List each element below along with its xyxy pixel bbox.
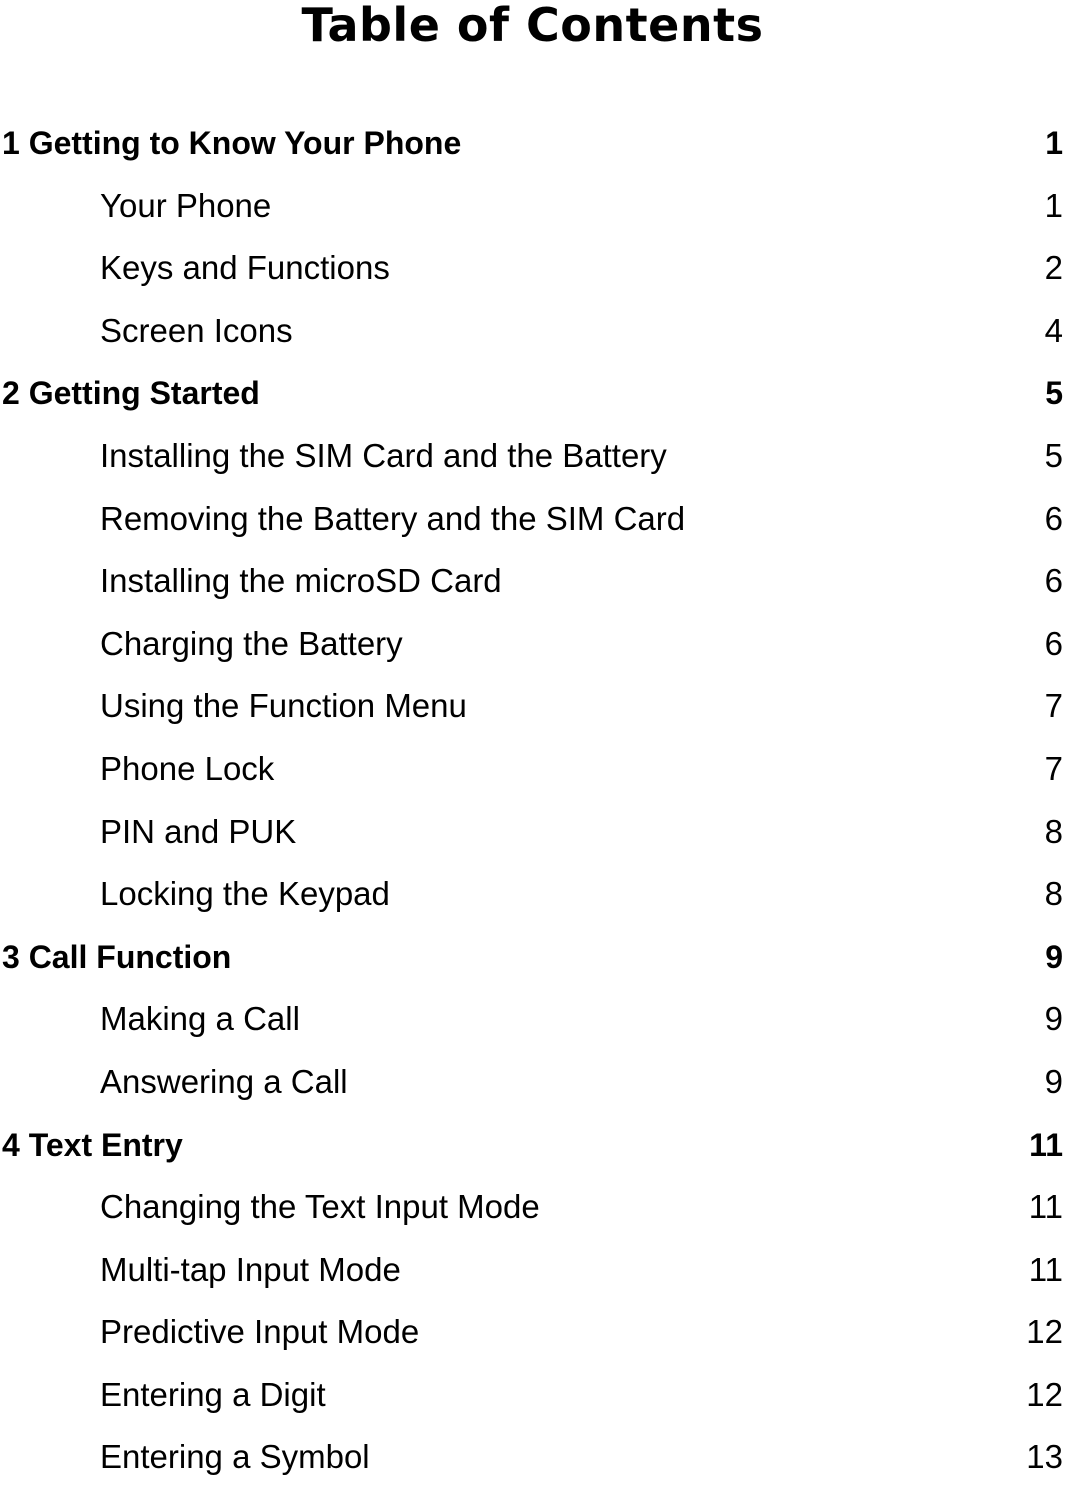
toc-entry-label: Making a Call (100, 1000, 300, 1038)
toc-chapter-text-entry[interactable] (0, 1114, 1065, 1177)
dot-leader (505, 559, 1042, 592)
toc-section-entering-a-digit[interactable] (0, 1364, 1065, 1427)
dot-leader (404, 1248, 1026, 1281)
toc-section-keys-and-functions[interactable] (0, 237, 1065, 300)
toc-section-answering-a-call[interactable] (0, 1051, 1065, 1114)
toc-section-phone-lock[interactable] (0, 738, 1065, 801)
toc-section-removing-battery-and-sim[interactable] (0, 488, 1065, 551)
dot-leader (234, 936, 1042, 968)
toc-page-number: 7 (1044, 749, 1063, 787)
toc-section-locking-keypad[interactable] (0, 863, 1065, 926)
toc-page-number: 9 (1044, 1062, 1063, 1100)
toc-page-number: 2 (1044, 249, 1063, 287)
toc-entry-label: Using the Function Menu (100, 687, 467, 725)
dot-leader (351, 1060, 1042, 1093)
toc-entry-label: Charging the Battery (100, 624, 403, 662)
toc-page-number: 6 (1044, 562, 1063, 600)
toc-section-predictive-input-mode[interactable] (0, 1301, 1065, 1364)
toc-entry-label: 1 Getting to Know Your Phone (2, 125, 462, 161)
toc-entry-label: Phone Lock (100, 749, 275, 787)
toc-page-number: 4 (1044, 311, 1063, 349)
toc-page-number: 12 (1026, 1375, 1063, 1413)
dot-leader (393, 872, 1042, 905)
toc-section-multi-tap-input-mode[interactable] (0, 1239, 1065, 1302)
toc-entry-label: Removing the Battery and the SIM Card (100, 499, 686, 537)
toc-page-number: 7 (1044, 687, 1063, 725)
dot-leader (263, 372, 1042, 404)
dot-leader (329, 1373, 1024, 1406)
toc-entry-label: Predictive Input Mode (100, 1313, 420, 1351)
toc-entry-label: Entering a Symbol (100, 1438, 370, 1476)
toc-page-number: 12 (1026, 1313, 1063, 1351)
dot-leader (670, 434, 1042, 467)
dot-leader (299, 810, 1041, 843)
toc-entry-label: Entering a Digit (100, 1375, 326, 1413)
toc-chapter-getting-to-know-your-phone[interactable] (0, 112, 1065, 175)
toc-entry-label: 4 Text Entry (2, 1126, 183, 1163)
toc-section-pin-and-puk[interactable] (0, 801, 1065, 864)
toc-section-installing-microsd[interactable] (0, 550, 1065, 613)
toc-entry-label: Screen Icons (100, 311, 293, 349)
dot-leader (393, 246, 1042, 279)
toc-page-number: 6 (1044, 624, 1063, 662)
toc-entry-label: 2 Getting Started (2, 375, 260, 412)
toc-page-number: 9 (1045, 938, 1063, 975)
dot-leader (422, 1310, 1023, 1343)
toc-section-using-function-menu[interactable] (0, 675, 1065, 738)
dot-leader (303, 997, 1042, 1030)
toc-section-making-a-call[interactable] (0, 988, 1065, 1051)
toc-entry-label: 3 Call Function (2, 938, 232, 975)
toc-page-number: 1 (1045, 125, 1063, 161)
toc-section-entering-a-symbol[interactable] (0, 1426, 1065, 1489)
toc-page-number: 6 (1044, 499, 1063, 537)
toc-entry-label: Installing the SIM Card and the Battery (100, 436, 667, 474)
dot-leader (688, 497, 1042, 530)
dot-leader (464, 122, 1042, 154)
toc-page-number: 8 (1044, 812, 1063, 850)
toc-entry-label: Keys and Functions (100, 249, 390, 287)
toc-entry-label: PIN and PUK (100, 812, 297, 850)
toc-entry-label: Changing the Text Input Mode (100, 1188, 540, 1226)
dot-leader (274, 184, 1041, 217)
dot-leader (543, 1185, 1026, 1218)
toc-entry-label: Locking the Keypad (100, 875, 390, 913)
toc-section-installing-sim-and-battery[interactable] (0, 425, 1065, 488)
toc-page-number: 5 (1044, 436, 1063, 474)
dot-leader (277, 747, 1041, 780)
dot-leader (406, 622, 1042, 655)
dot-leader (373, 1435, 1024, 1468)
toc-entry-label: Installing the microSD Card (100, 562, 502, 600)
toc-section-screen-icons[interactable] (0, 300, 1065, 363)
toc-entry-label: Your Phone (100, 186, 272, 224)
toc-page-number: 8 (1044, 875, 1063, 913)
toc-entry-label: Multi-tap Input Mode (100, 1250, 401, 1288)
toc-page-number: 11 (1028, 1250, 1063, 1288)
dot-leader (470, 684, 1042, 717)
dot-leader (186, 1124, 1026, 1156)
page-title: Table of Contents (301, 0, 764, 52)
toc-chapter-call-function[interactable] (0, 926, 1065, 989)
toc-page-number: 11 (1028, 1188, 1063, 1226)
toc-section-charging-battery[interactable] (0, 613, 1065, 676)
toc-entry-label: Answering a Call (100, 1062, 348, 1100)
toc-section-changing-text-input-mode[interactable] (0, 1176, 1065, 1239)
table-of-contents (0, 112, 1065, 1489)
toc-page-number: 5 (1045, 375, 1063, 412)
dot-leader (296, 309, 1042, 342)
toc-chapter-getting-started[interactable] (0, 362, 1065, 425)
toc-section-your-phone[interactable] (0, 175, 1065, 238)
toc-page-number: 11 (1029, 1126, 1063, 1163)
toc-page-number: 9 (1044, 1000, 1063, 1038)
toc-page-number: 1 (1044, 186, 1063, 224)
toc-page-number: 13 (1026, 1438, 1063, 1476)
